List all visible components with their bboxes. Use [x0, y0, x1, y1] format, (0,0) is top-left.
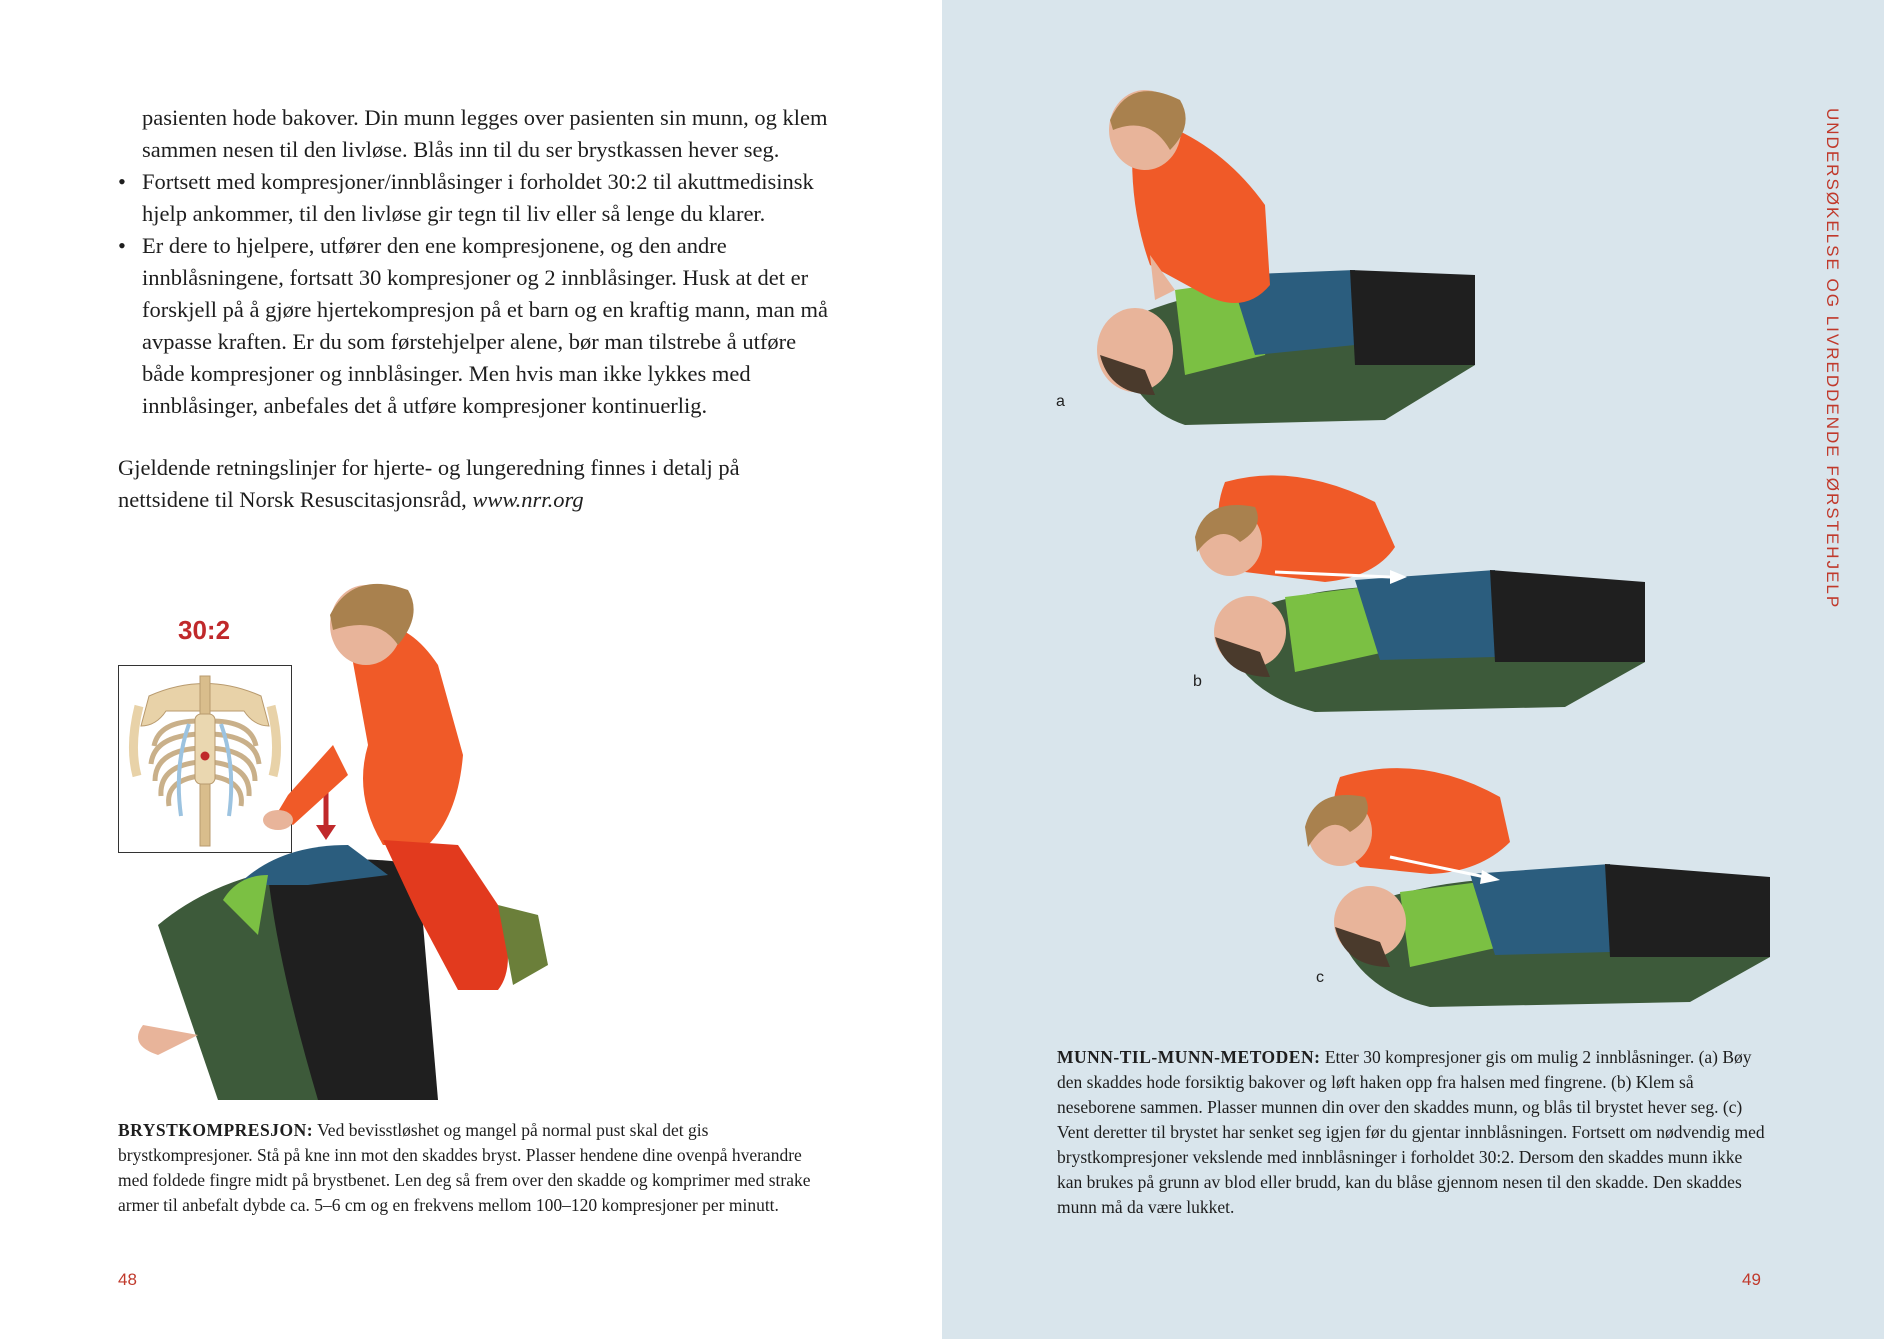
- chapter-title: UNDERSØKELSE OG LIVREDDENDE FØRSTEHJELP: [1823, 108, 1842, 610]
- rescue-photo-c: [1300, 752, 1770, 1014]
- caption-heading: MUNN-TIL-MUNN-METODEN:: [1057, 1047, 1321, 1067]
- bullet-item: [118, 166, 830, 230]
- compression-figure: [118, 545, 678, 1100]
- photo-label-c: c: [1316, 969, 1324, 986]
- guideline-url[interactable]: www.nrr.org: [472, 487, 584, 512]
- bullet-text: Fortsett med kompresjoner/innblåsinger i forholdet 30:2 til akuttmedisinsk hjelp ankommer, til den livløse gir tegn til liv eller så lenge du klarer.: [142, 169, 814, 226]
- guideline-paragraph: [118, 452, 830, 516]
- guideline-text: Gjeldende retningslinjer for hjerte- og lungeredning finnes i detalj på nettsidene til Norsk Resuscitasjonsråd,: [118, 455, 740, 512]
- bullet-symbol: •: [118, 169, 126, 194]
- bullet-text: Er dere to hjelpere, utfører den ene kompresjonene, og den andre innblåsningene, fortsatt 30 kompresjoner og 2 innblåsinger. Husk at det er forskjell på å gjøre hjertekompresjon på et barn og en kraftig mann, man må avpasse kraften. Er du som førstehjelper alene, bør man tilstrebe å utføre både kompresjoner og innblåsinger. Men hvis man ikke lykkes med innblåsinger, anbefales det å utføre kompresjoner kontinuerlig.: [142, 233, 829, 418]
- paragraph-continuation: pasienten hode bakover. Din munn legges over pasienten sin munn, og klem sammen nesen til den livløse. Blås inn til du ser brystkassen hever seg.: [142, 105, 828, 162]
- photo-label-b: b: [1193, 673, 1202, 690]
- bullet-item: [118, 230, 830, 422]
- page-number: 48: [118, 1270, 137, 1289]
- caption-text: Ved bevisstløshet og mangel på normal pust skal det gis brystkompresjoner. Stå på kne inn mot den skaddes bryst. Plasser hendene dine ovenpå hverandre med foldede fingre midt på brystbenet. Len deg så frem over den skadde og komprimer med strake armer til anbefalt dybde ca. 5–6 cm og en frekvens mellom 100–120 kompresjoner per minutt.: [118, 1120, 811, 1215]
- body-text: [118, 102, 830, 516]
- page-number: 49: [1742, 1270, 1761, 1289]
- rescue-photo-a: [1055, 75, 1475, 435]
- compression-photo: [118, 545, 678, 1100]
- caption-heading: BRYSTKOMPRESJON:: [118, 1120, 314, 1140]
- bullet-symbol: •: [118, 233, 126, 258]
- rescue-photo-b: [1185, 462, 1645, 722]
- compression-caption: [118, 1118, 830, 1218]
- mouth-to-mouth-caption: [1057, 1045, 1769, 1220]
- ratio-label: 30:2: [178, 615, 231, 645]
- caption-text: Etter 30 kompresjoner gis om mulig 2 innblåsninger. (a) Bøy den skaddes hode forsiktig bakover og løft haken opp fra halsen med fingrene. (b) Klem så neseborene sammen. Plasser munnen din over den skaddes munn, og blås til brystet hever seg. (c) Vent deretter til brystet har senket seg igjen før du gjentar innblåsningen. Fortsett om nødvendig med brystkompresjoner vekslende med innblåsninger i forholdet 30:2. Dersom den skaddes munn ikke kan brukes på grunn av blod eller brudd, kan du blåse gjennom nesen til den skadde. Den skaddes munn må da være lukket.: [1057, 1047, 1765, 1217]
- photo-label-a: a: [1056, 393, 1065, 410]
